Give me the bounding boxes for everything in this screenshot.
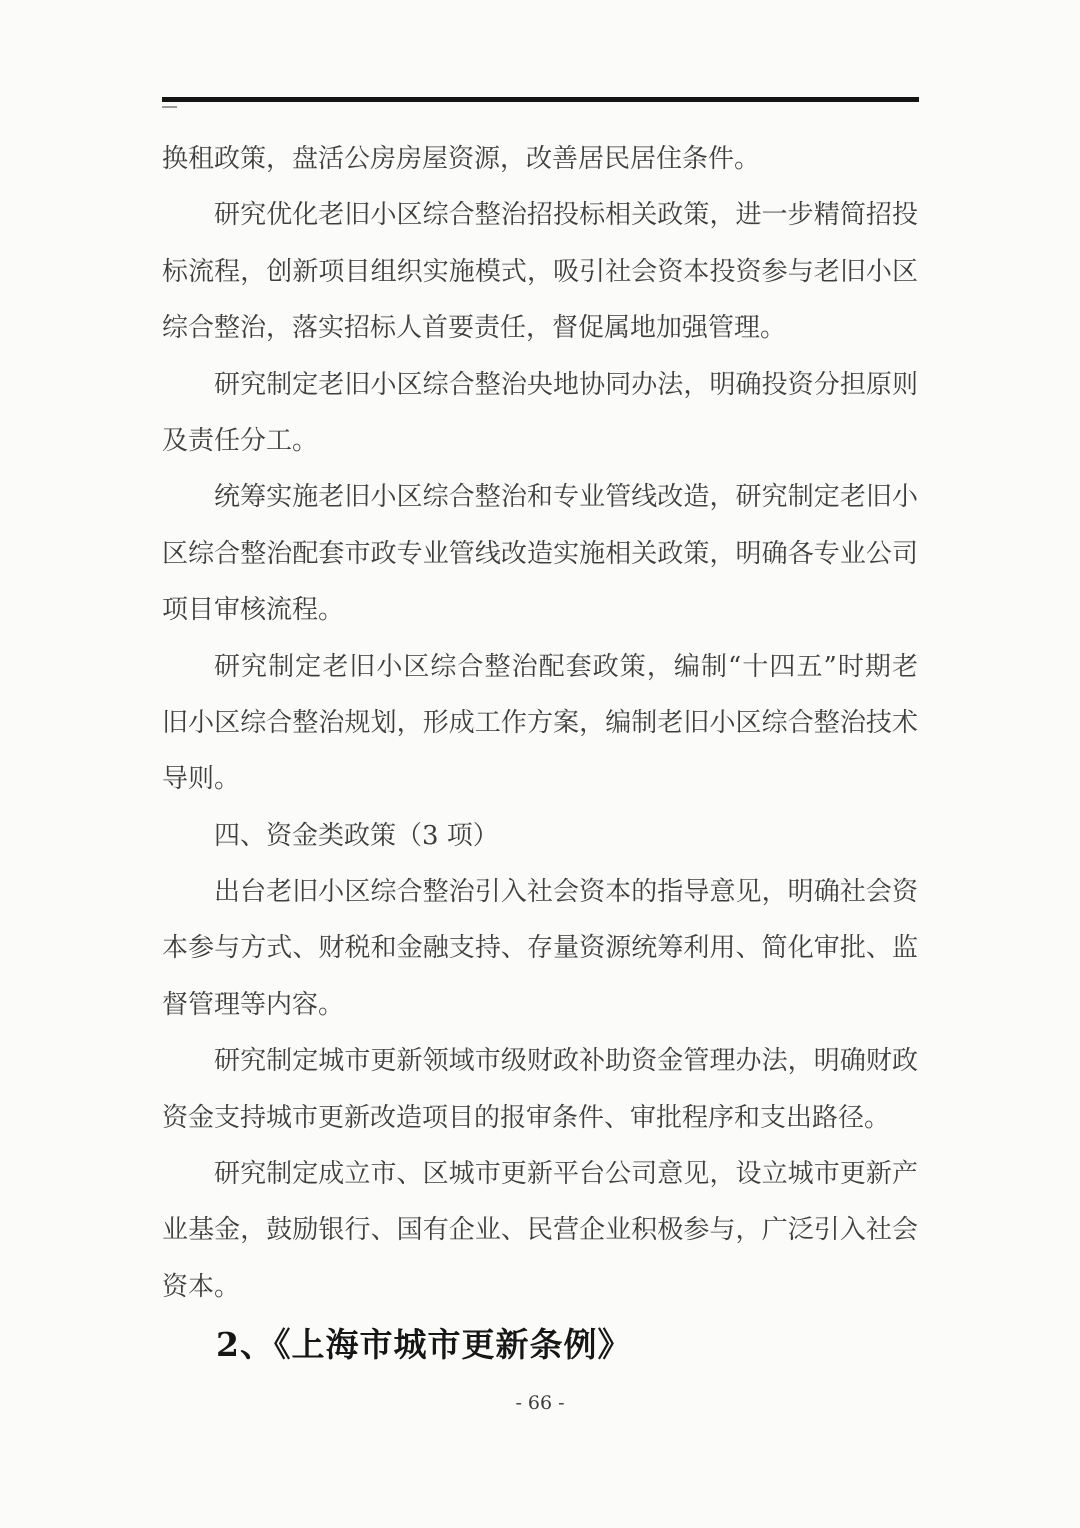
body-line: 及责任分工。: [162, 425, 319, 456]
page-number: - 66 -: [515, 1392, 565, 1414]
body-line: 研究制定老旧小区综合整治配套政策，编制“十四五”时期老: [214, 651, 918, 682]
body-line: 项目审核流程。: [162, 595, 345, 626]
body-line: 资金支持城市更新改造项目的报审条件、审批程序和支出路径。: [162, 1102, 891, 1133]
body-text-block: [162, 131, 918, 1375]
body-line: 督管理等内容。: [162, 989, 345, 1020]
body-line: 业基金，鼓励银行、国有企业、民营企业积极参与，广泛引入社会: [162, 1215, 918, 1246]
header-rule-tick: [162, 106, 177, 108]
section-heading: 2、《上海市城市更新条例》: [216, 1325, 632, 1365]
body-line: 研究制定老旧小区综合整治央地协同办法，明确投资分担原则: [214, 369, 918, 400]
body-line: 区综合整治配套市政专业管线改造实施相关政策，明确各专业公司: [162, 538, 918, 569]
body-line: 统筹实施老旧小区综合整治和专业管线改造，研究制定老旧小: [214, 482, 918, 513]
body-line: 标流程，创新项目组织实施模式，吸引社会资本投资参与老旧小区: [162, 256, 918, 287]
body-line: 本参与方式、财税和金融支持、存量资源统筹利用、简化审批、监: [162, 933, 918, 964]
header-rule: [162, 97, 919, 102]
body-line: 导则。: [162, 764, 241, 795]
body-line-section-four: 四、资金类政策（3 项）: [214, 820, 499, 851]
body-line: 研究优化老旧小区综合整治招投标相关政策，进一步精简招投: [214, 200, 918, 231]
body-line: 资本。: [162, 1271, 241, 1302]
body-line: 换租政策，盘活公房房屋资源，改善居民居住条件。: [162, 144, 761, 174]
body-line: 出台老旧小区综合整治引入社会资本的指导意见，明确社会资: [214, 877, 918, 908]
body-line: 综合整治，落实招标人首要责任，督促属地加强管理。: [162, 313, 787, 344]
body-line: 研究制定城市更新领域市级财政补助资金管理办法，明确财政: [214, 1046, 918, 1077]
body-line: 研究制定成立市、区城市更新平台公司意见，设立城市更新产: [214, 1159, 918, 1190]
body-line: 旧小区综合整治规划，形成工作方案，编制老旧小区综合整治技术: [162, 707, 918, 738]
